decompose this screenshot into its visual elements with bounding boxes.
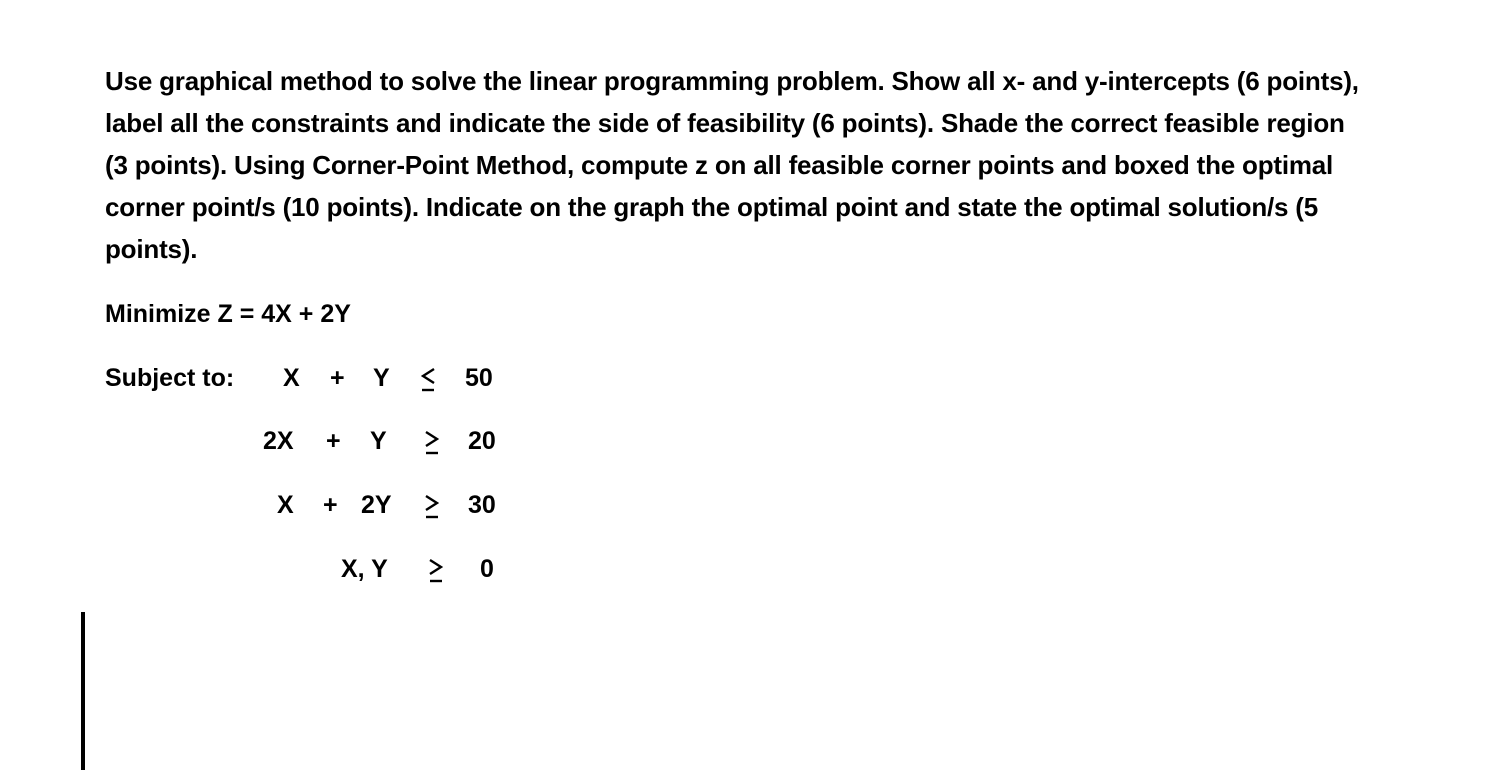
- greater-equal-symbol: [425, 491, 439, 521]
- constraint-term: Y: [370, 427, 387, 455]
- constraint-operator: +: [330, 364, 345, 392]
- constraint-term: X: [283, 364, 300, 392]
- constraint-operator: +: [323, 491, 338, 519]
- constraint-term: X, Y: [341, 555, 388, 583]
- constraint-term: Y: [373, 364, 390, 392]
- objective-function: Minimize Z = 4X + 2Y: [105, 300, 351, 328]
- greater-equal-symbol: [429, 555, 443, 585]
- left-margin-line: [81, 612, 85, 770]
- subject-to-label: Subject to:: [105, 364, 235, 392]
- constraint-operator: +: [326, 427, 341, 455]
- constraint-rhs: 0: [480, 555, 494, 583]
- constraint-rhs: 30: [468, 491, 496, 519]
- constraint-rhs: 50: [465, 364, 493, 392]
- constraint-term: 2Y: [361, 491, 392, 519]
- constraint-rhs: 20: [468, 427, 496, 455]
- constraint-term: X: [277, 491, 294, 519]
- constraint-term: 2X: [263, 427, 294, 455]
- greater-equal-symbol: [425, 427, 439, 457]
- problem-instructions: Use graphical method to solve the linear programming problem. Show all x- and y-intercepts (6 points), label all the constraints and indicate the side of feasibility (6 points). Shade the correct feasible region (3 points). Using Corner-Point Method, compute z on all feasible corner points and boxed the optimal corner point/s (10 points). Indicate on the graph the optimal point and state the optimal solution/s (5 points).: [105, 66, 1359, 264]
- less-equal-symbol: [421, 364, 435, 394]
